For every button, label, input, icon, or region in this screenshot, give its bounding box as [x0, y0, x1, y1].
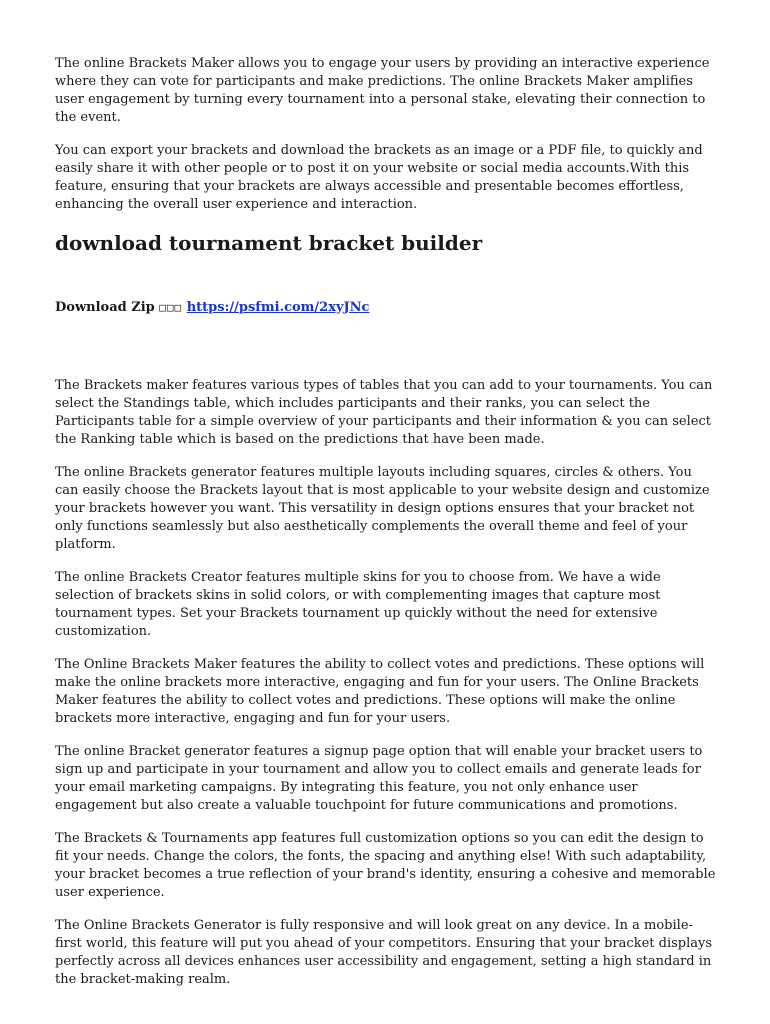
- download-link[interactable]: https://psfmi.com/2xyJNc: [186, 300, 370, 315]
- intro-paragraph-2: You can export your brackets and download the brackets as an image or a PDF file, to quickly and easily share it with other people or to post it on your website or social media accounts.With this feature, ensuring that your brackets are always accessible and presentable becomes effortless, enhancing the overall user experience and interaction.: [55, 143, 703, 212]
- body-paragraph-signup: The online Bracket generator features a signup page option that will enable your bracket users to sign up and participate in your tournament and allow you to collect emails and generate leads for your email marketing campaigns. By integrating this feature, you not only enhance user engagement but also create a valuable touchpoint for future communications and promotions.: [55, 744, 703, 813]
- body-paragraph-layouts: The online Brackets generator features multiple layouts including squares, circles & others. You can easily choose the Brackets layout that is most applicable to your website design and customize your brackets however you want. This versatility in design options ensures that your bracket not only functions seamlessly but also aesthetically complements the overall theme and feel of your platform.: [55, 465, 710, 552]
- page-heading: download tournament bracket builder: [55, 231, 483, 255]
- body-paragraph-tables: The Brackets maker features various types of tables that you can add to your tournaments. You can select the Standings table, which includes participants and their ranks, you can select the Participants table for a simple overview of your participants and their information & you can select the Ranking table which is based on the predictions that have been made.: [55, 378, 713, 447]
- download-line: [55, 299, 715, 317]
- body-paragraph-skins: The online Brackets Creator features multiple skins for you to choose from. We have a wide selection of brackets skins in solid colors, or with complementing images that capture most tournament types. Set your Brackets tournament up quickly without the need for extensive customization.: [55, 570, 661, 639]
- body-paragraph-votes: The Online Brackets Maker features the ability to collect votes and predictions. These options will make the online brackets more interactive, engaging and fun for your users. The Online Brackets Maker features the ability to collect votes and predictions. These options will make the online brackets more interactive, engaging and fun for your users.: [55, 657, 705, 726]
- download-label: Download Zip: [55, 300, 155, 315]
- body-paragraph-responsive: The Online Brackets Generator is fully responsive and will look great on any device. In a mobile-first world, this feature will put you ahead of your competitors. Ensuring that your bracket displays perfectly across all devices enhances user accessibility and engagement, setting a high standard in the bracket-making realm.: [55, 918, 713, 987]
- intro-paragraph-1: The online Brackets Maker allows you to engage your users by providing an interactive experience where they can vote for participants and make predictions. The online Brackets Maker amplifies user engagement by turning every tournament into a personal stake, elevating their connection to the event.: [55, 56, 710, 125]
- arrow-glyphs-icon: □□□: [159, 301, 183, 314]
- body-paragraph-customization: The Brackets & Tournaments app features full customization options so you can edit the design to fit your needs. Change the colors, the fonts, the spacing and anything else! With such adaptability, your bracket becomes a true reflection of your brand's identity, ensuring a cohesive and memorable user experience.: [55, 831, 716, 900]
